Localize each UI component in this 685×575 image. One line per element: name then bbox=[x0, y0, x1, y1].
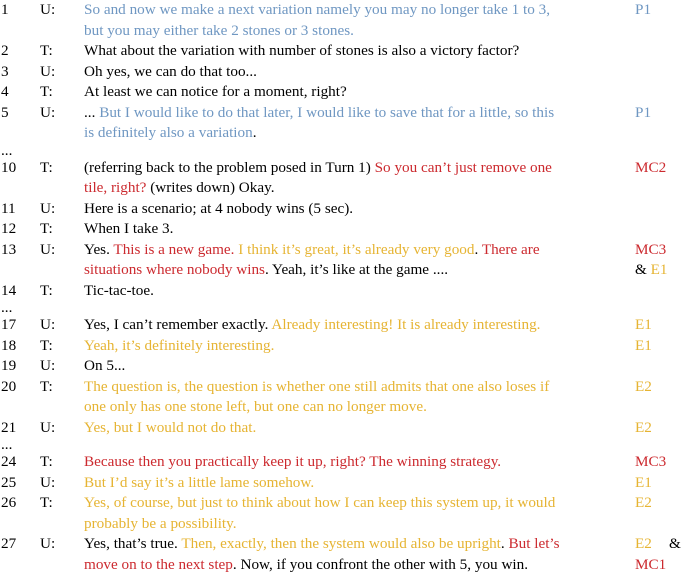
speaker-label: U: bbox=[40, 62, 55, 83]
utterance-line bbox=[84, 158, 616, 179]
turn-number: 14 bbox=[1, 281, 16, 302]
utterance-segment: Yes, but I would not do that. bbox=[84, 419, 256, 436]
utterance-segment: Oh yes, we can do that too... bbox=[84, 63, 257, 80]
code-segment: MC3 bbox=[635, 453, 666, 470]
code-line bbox=[635, 336, 652, 357]
utterance-line bbox=[84, 473, 616, 494]
code-segment: E2 bbox=[635, 378, 652, 395]
utterance-segment: When I take 3. bbox=[84, 220, 173, 237]
utterance-segment: one only has one stone left, but one can no longer move. bbox=[84, 398, 427, 415]
speaker-label: U: bbox=[40, 473, 55, 494]
utterance-line bbox=[84, 281, 616, 302]
speaker-label: U: bbox=[40, 0, 55, 21]
speaker-label: U: bbox=[40, 240, 55, 261]
utterance-segment: Tic-tac-toe. bbox=[84, 282, 154, 299]
utterance bbox=[84, 336, 616, 357]
code-line bbox=[635, 158, 666, 179]
utterance-segment: Because then you practically keep it up, right? The winning strategy. bbox=[84, 453, 501, 470]
utterance-segment: Yes. bbox=[84, 241, 113, 258]
turn-number: 27 bbox=[1, 534, 16, 555]
code-label bbox=[635, 377, 652, 398]
utterance-segment: This is a new game. bbox=[113, 241, 234, 258]
utterance bbox=[84, 41, 616, 62]
turn-number: 12 bbox=[1, 219, 16, 240]
utterance-segment: tile, right? bbox=[84, 179, 146, 196]
turn-number: 18 bbox=[1, 336, 16, 357]
utterance-line bbox=[84, 336, 616, 357]
code-segment: MC2 bbox=[635, 159, 666, 176]
code-line bbox=[635, 260, 668, 281]
code-segment: E1 bbox=[635, 474, 652, 491]
code-segment: E2 bbox=[635, 494, 652, 511]
utterance-line bbox=[84, 534, 616, 555]
speaker-label: T: bbox=[40, 493, 53, 514]
turn-number: 17 bbox=[1, 315, 16, 336]
code-segment: E1 bbox=[635, 316, 652, 333]
speaker-label: U: bbox=[40, 356, 55, 377]
speaker-label: T: bbox=[40, 377, 53, 398]
utterance-segment: . Yeah, it’s like at the game .... bbox=[265, 261, 448, 278]
code-label bbox=[635, 493, 652, 514]
speaker-label: U: bbox=[40, 103, 55, 124]
omission-ellipsis: ... bbox=[0, 438, 685, 452]
utterance-segment: Yes, of course, but just to think about how I can keep this system up, it would bbox=[84, 494, 555, 511]
turn-number: 21 bbox=[1, 418, 16, 439]
utterance-line bbox=[84, 199, 616, 220]
speaker-label: T: bbox=[40, 281, 53, 302]
speaker-label: T: bbox=[40, 219, 53, 240]
utterance bbox=[84, 377, 616, 418]
code-line bbox=[635, 418, 652, 439]
utterance bbox=[84, 158, 616, 199]
utterance bbox=[84, 62, 616, 83]
code-line bbox=[635, 240, 668, 261]
utterance-line bbox=[84, 260, 616, 281]
speaker-label: T: bbox=[40, 41, 53, 62]
utterance-segment: Yes, I can’t remember exactly. bbox=[84, 316, 271, 333]
utterance-line bbox=[84, 103, 616, 124]
speaker-label: U: bbox=[40, 199, 55, 220]
code-label bbox=[635, 452, 666, 473]
utterance bbox=[84, 240, 616, 281]
code-segment: E2 bbox=[635, 535, 652, 552]
utterance-segment: . Now, if you confront the other with 5, you win. bbox=[233, 556, 528, 573]
utterance-line bbox=[84, 62, 616, 83]
utterance bbox=[84, 103, 616, 144]
turn-number: 10 bbox=[1, 158, 16, 179]
omission-ellipsis: ... bbox=[0, 144, 685, 158]
utterance-segment: There are bbox=[482, 241, 540, 258]
code-line bbox=[635, 377, 652, 398]
speaker-label: T: bbox=[40, 82, 53, 103]
utterance-line bbox=[84, 493, 616, 514]
code-segment: MC1 bbox=[635, 556, 666, 573]
utterance-segment: Then, exactly, then the system would also be upright bbox=[181, 535, 501, 552]
code-label bbox=[635, 0, 651, 21]
turn-number: 26 bbox=[1, 493, 16, 514]
utterance bbox=[84, 315, 616, 336]
utterance-line bbox=[84, 240, 616, 261]
code-label bbox=[635, 534, 666, 575]
utterance-line bbox=[84, 123, 616, 144]
speaker-label: U: bbox=[40, 534, 55, 555]
utterance-line bbox=[84, 21, 616, 42]
code-line bbox=[635, 0, 651, 21]
speaker-label: T: bbox=[40, 452, 53, 473]
utterance bbox=[84, 452, 616, 473]
utterance-segment: What about the variation with number of stones is also a victory factor? bbox=[84, 42, 519, 59]
code-label bbox=[635, 473, 652, 494]
utterance-segment: I think it’s great, it’s already very good bbox=[234, 241, 474, 258]
code-segment: MC3 bbox=[635, 241, 666, 258]
utterance-segment: (writes down) Okay. bbox=[146, 179, 274, 196]
speaker-label: U: bbox=[40, 315, 55, 336]
code-line bbox=[635, 555, 666, 575]
code-line bbox=[635, 103, 651, 124]
utterance bbox=[84, 0, 616, 41]
turn-number: 4 bbox=[1, 82, 9, 103]
utterance-line bbox=[84, 219, 616, 240]
utterance-segment: Yeah, it’s definitely interesting. bbox=[84, 337, 274, 354]
utterance-segment: The question is, the question is whether one still admits that one also loses if bbox=[84, 378, 549, 395]
utterance-segment: But I would like to do that later, I would like to save that for a little, so this bbox=[99, 104, 554, 121]
utterance-segment: . bbox=[253, 124, 257, 141]
code-label bbox=[635, 418, 652, 439]
turn-number: 1 bbox=[1, 0, 9, 21]
code-segment: E2 bbox=[635, 419, 652, 436]
utterance-segment: Already interesting! It is already interesting. bbox=[271, 316, 540, 333]
utterance bbox=[84, 493, 616, 534]
utterance-segment: situations where nobody wins bbox=[84, 261, 265, 278]
utterance bbox=[84, 199, 616, 220]
utterance-segment: (referring back to the problem posed in Turn 1) bbox=[84, 159, 375, 176]
utterance-line bbox=[84, 514, 616, 535]
code-label bbox=[635, 158, 666, 179]
utterance-segment: move on to the next step bbox=[84, 556, 233, 573]
turn-number: 2 bbox=[1, 41, 9, 62]
turn-number: 25 bbox=[1, 473, 16, 494]
utterance-line bbox=[84, 377, 616, 398]
code-line bbox=[635, 473, 652, 494]
utterance-line bbox=[84, 555, 616, 575]
turn-number: 13 bbox=[1, 240, 16, 261]
utterance-line bbox=[84, 418, 616, 439]
code-label bbox=[635, 103, 651, 124]
code-label bbox=[635, 240, 668, 281]
utterance bbox=[84, 281, 616, 302]
code-line bbox=[635, 315, 652, 336]
utterance-line bbox=[84, 452, 616, 473]
utterance bbox=[84, 534, 616, 575]
utterance-segment: But let’s bbox=[509, 535, 560, 552]
code-line bbox=[635, 493, 652, 514]
utterance-line bbox=[84, 82, 616, 103]
utterance-segment: Yes, that’s true. bbox=[84, 535, 181, 552]
utterance-segment: But I’d say it’s a little lame somehow. bbox=[84, 474, 314, 491]
utterance bbox=[84, 82, 616, 103]
utterance-segment: probably be a possibility. bbox=[84, 515, 237, 532]
code-label bbox=[635, 315, 652, 336]
utterance-line bbox=[84, 178, 616, 199]
utterance-segment: . bbox=[501, 535, 509, 552]
omission-ellipsis: ... bbox=[0, 301, 685, 315]
utterance bbox=[84, 356, 616, 377]
turn-number: 24 bbox=[1, 452, 16, 473]
utterance bbox=[84, 473, 616, 494]
code-segment: E1 bbox=[635, 337, 652, 354]
turn-number: 20 bbox=[1, 377, 16, 398]
utterance-line bbox=[84, 41, 616, 62]
utterance-line bbox=[84, 397, 616, 418]
utterance-line bbox=[84, 0, 616, 21]
code-label bbox=[635, 336, 652, 357]
code-line bbox=[635, 452, 666, 473]
utterance bbox=[84, 219, 616, 240]
turn-number: 19 bbox=[1, 356, 16, 377]
utterance-line bbox=[84, 315, 616, 336]
utterance-line bbox=[84, 356, 616, 377]
utterance-segment: . bbox=[474, 241, 481, 258]
code-segment: E1 bbox=[651, 261, 668, 278]
utterance-segment: Here is a scenario; at 4 nobody wins (5 sec). bbox=[84, 200, 353, 217]
turn-number: 11 bbox=[1, 199, 16, 220]
code-segment: P1 bbox=[635, 1, 651, 18]
turn-number: 3 bbox=[1, 62, 9, 83]
code-line bbox=[635, 534, 666, 555]
utterance-segment: At least we can notice for a moment, right? bbox=[84, 83, 347, 100]
utterance-segment: So you can’t just remove one bbox=[375, 159, 552, 176]
code-segment: & bbox=[635, 261, 651, 278]
utterance-segment: but you may either take 2 stones or 3 stones. bbox=[84, 22, 354, 39]
utterance-segment: So and now we make a next variation namely you may no longer take 1 to 3, bbox=[84, 1, 550, 18]
utterance-segment: is definitely also a variation bbox=[84, 124, 253, 141]
utterance-segment: On 5... bbox=[84, 357, 125, 374]
speaker-label: T: bbox=[40, 158, 53, 179]
code-segment: P1 bbox=[635, 104, 651, 121]
code-ampersand: & bbox=[669, 534, 681, 555]
utterance bbox=[84, 418, 616, 439]
utterance-segment: ... bbox=[84, 104, 99, 121]
turn-number: 5 bbox=[1, 103, 9, 124]
speaker-label: T: bbox=[40, 336, 53, 357]
speaker-label: U: bbox=[40, 418, 55, 439]
